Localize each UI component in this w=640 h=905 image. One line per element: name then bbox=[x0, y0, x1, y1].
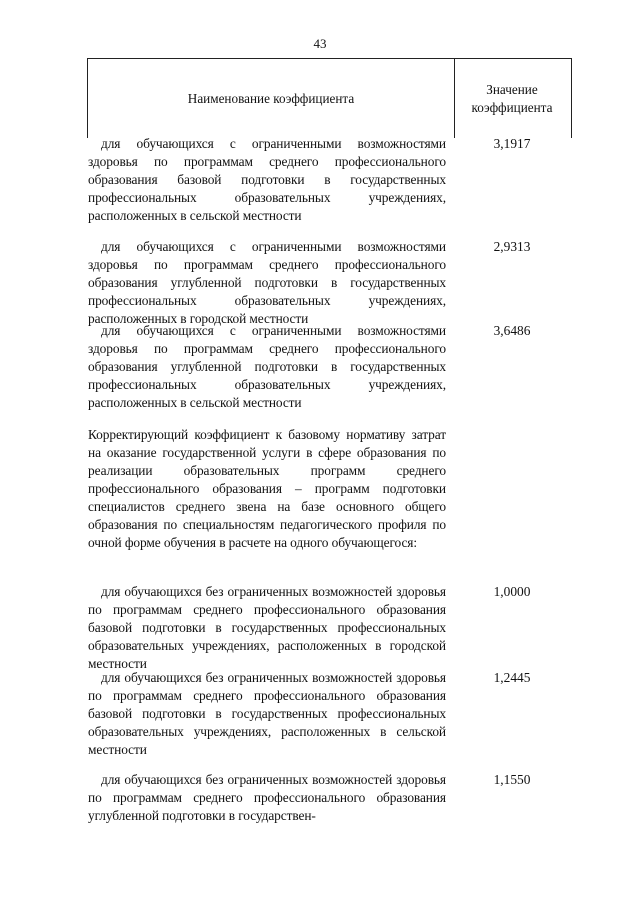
coefficient-value: 1,2445 bbox=[493, 670, 531, 685]
coefficient-name: для обучающихся без ограниченных возможностей здоровья по программам среднего профессионального образования базовой подготовки в государственных профессиональных образовательных учреждениях, расположенных в сельской местности bbox=[88, 670, 446, 757]
coefficient-value: 3,6486 bbox=[493, 323, 531, 338]
coefficient-value: 1,1550 bbox=[493, 772, 531, 787]
coefficient-value: 1,0000 bbox=[493, 584, 531, 599]
coefficient-name: для обучающихся без ограниченных возможностей здоровья по программам среднего профессионального образования базовой подготовки в государственных профессиональных образовательных учреждениях, расположенных в городской местности bbox=[88, 584, 446, 671]
header-name-cell bbox=[87, 58, 455, 138]
header-name-label: Наименование коэффициента bbox=[187, 90, 355, 106]
coefficient-name: для обучающихся с ограниченными возможностями здоровья по программам среднего профессионального образования углубленной подготовки в государственных профессиональных образовательных учреждениях, расположенных в сельской местности bbox=[88, 323, 446, 410]
page-number: 43 bbox=[313, 36, 327, 51]
section-heading: Корректирующий коэффициент к базовому нормативу затрат на оказание государственной услуги в сфере образования по реализации образовательных программ среднего профессионального образования – программ подготовки специалистов среднего звена на базе основного общего образования по специальностям педагогического профиля по очной форме обучения в расчете на одного обучающегося: bbox=[88, 427, 446, 550]
coefficient-name: для обучающихся без ограниченных возможностей здоровья по программам среднего профессионального образования углубленной подготовки в государствен- bbox=[88, 772, 446, 823]
coefficient-name: для обучающихся с ограниченными возможностями здоровья по программам среднего профессионального образования базовой подготовки в государственных профессиональных образовательных учреждениях, расположенных в сельской местности bbox=[88, 136, 446, 223]
header-value-label: Значение коэффициента bbox=[471, 81, 553, 115]
coefficient-name: для обучающихся с ограниченными возможностями здоровья по программам среднего профессионального образования углубленной подготовки в государственных профессиональных образовательных учреждениях, расположенных в городской местности bbox=[88, 239, 446, 326]
header-value-cell bbox=[453, 58, 572, 138]
coefficient-value: 3,1917 bbox=[493, 136, 531, 151]
coefficient-value: 2,9313 bbox=[493, 239, 531, 254]
